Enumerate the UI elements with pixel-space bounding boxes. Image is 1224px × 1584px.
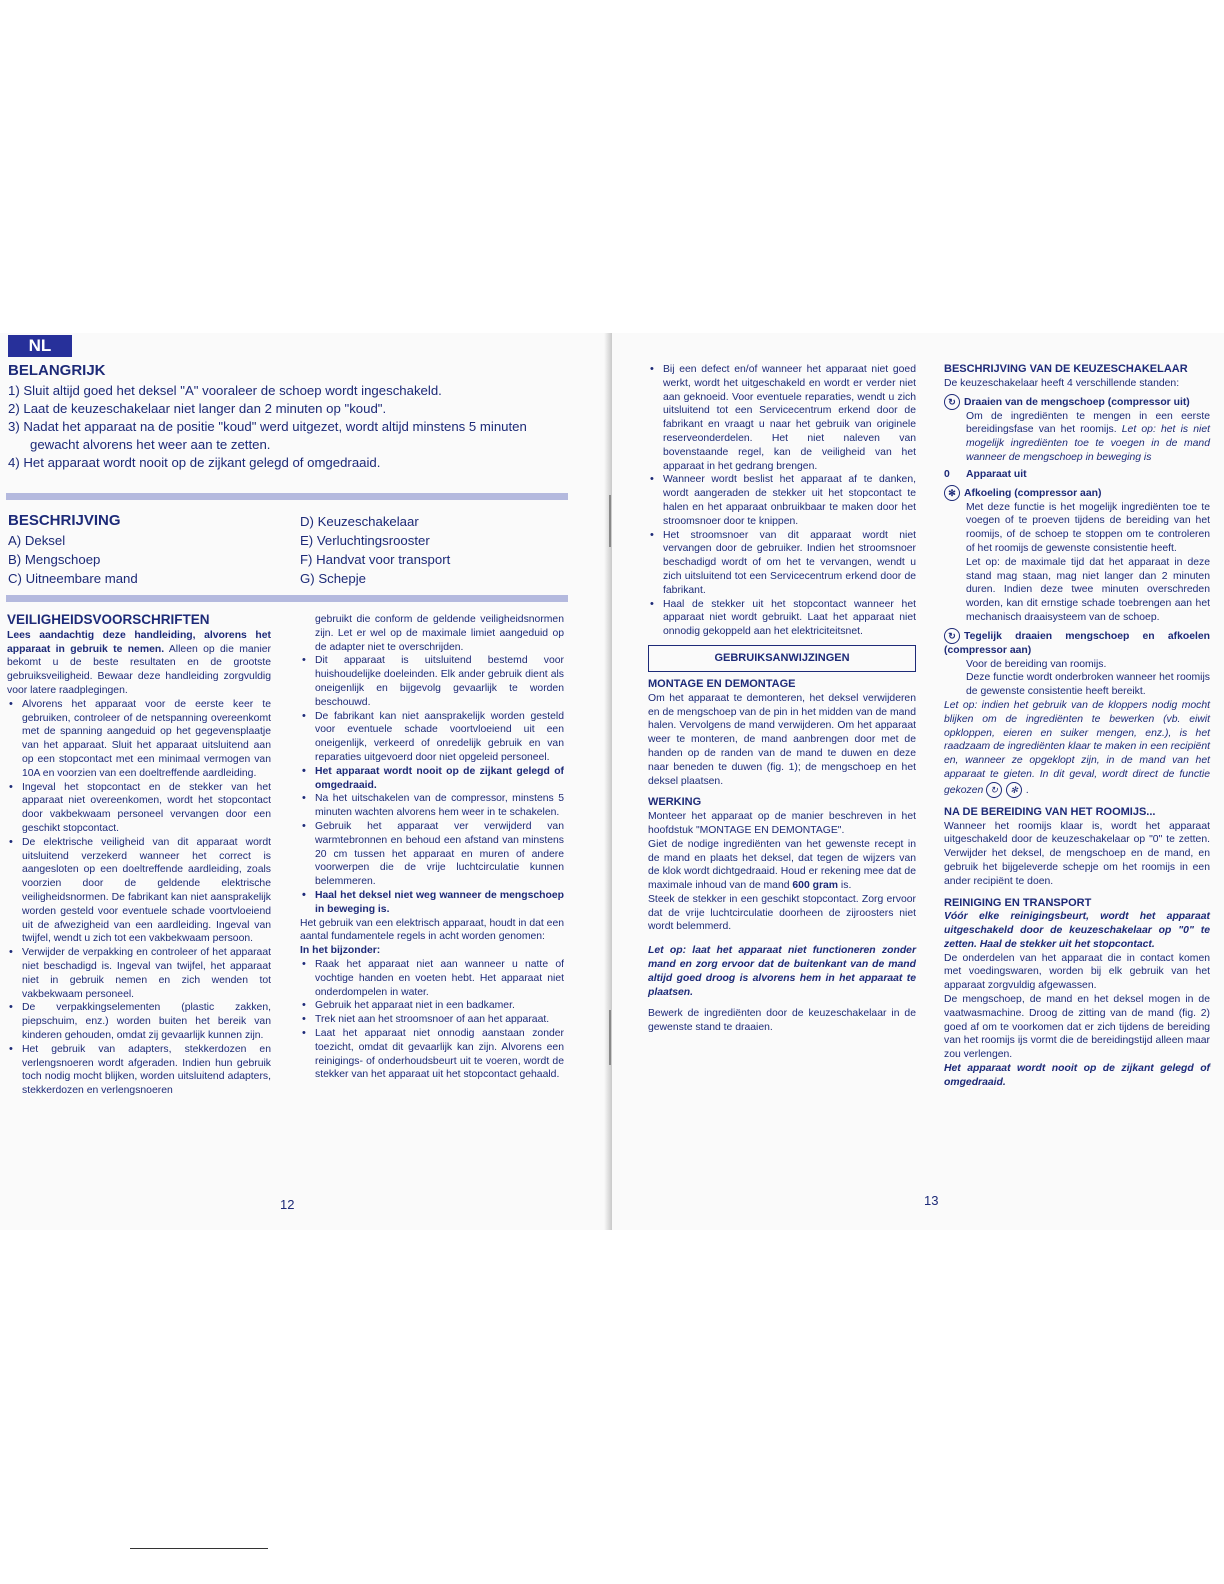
- divider: [6, 595, 568, 602]
- part-label: E) Verluchtingsrooster: [300, 533, 430, 548]
- safety-bullets: [7, 698, 271, 1098]
- mode-text: Voor de bereiding van roomijs.: [966, 658, 1107, 670]
- cleaning-heading: REINIGING EN TRANSPORT: [944, 896, 1092, 909]
- list-item: • Dit apparaat is uitsluitend bestemd voor huishoudelijke doeleinden. Elk ander gebruik dient als oneigenlijk en bijgevolg gevaarlijk te worden beschouwd.: [300, 654, 564, 709]
- list-item: • Bij een defect en/of wanneer het apparaat niet goed werkt, wordt het uitgeschakeld en wordt er verder niet aan geknoeid. Voor eventuele reparaties, wendt u zich uitsluitend tot een Servicecentrum erkend door de fabrikant en vraagt u naar het gebruik van originele reserveonderdelen. Het niet naleven van bovenstaande regel, kan de veiligheid van het apparaat in het gedrang brengen.: [648, 363, 916, 473]
- working-note: Let op: laat het apparaat niet functioneren zonder mand en zorg ervoor dat de buitenkant van de mand altijd goed droog is alvorens hem in het apparaat te plaatsen.: [648, 945, 916, 998]
- important-item: 1) Sluit altijd goed het deksel "A" vooraleer de schoep wordt ingeschakeld.: [8, 383, 442, 398]
- important-item: 2) Laat de keuzeschakelaar niet langer dan 2 minuten op "koud".: [8, 401, 387, 416]
- mode-text: Om de ingrediënten te mengen in een eerste bereidingsfase van het roomijs. Let op: het is niet mogelijk ingrediënten toe te voegen in de mand wanneer de mengschoep in beweging is: [966, 410, 1210, 463]
- working-text: Steek de stekker in een geschikt stopcontact. Zorg ervoor dat de vrije luchtcirculatie doorheen de zijroosters niet wordt belemmerd.: [648, 893, 916, 933]
- section-box-heading: GEBRUIKSANWIJZINGEN: [648, 645, 916, 672]
- list-item: • Het stroomsnoer van dit apparaat wordt niet vervangen door de gebruiker. Indien het stroomsnoer beschadigd wordt of om het te vervangen, wendt u zich uitsluitend tot een Servicecentrum erkend door de fabrikant.: [648, 529, 916, 598]
- page-12: [0, 333, 612, 1230]
- list-item: • Verwijder de verpakking en controleer of het apparaat niet beschadigd is. Ingeval van twijfel, het apparaat niet in gebruik nemen en zich wenden tot vakbekwaam personeel.: [7, 946, 271, 1001]
- cleaning-text: De mengschoep, de mand en het deksel mogen in de vaatwasmachine. Droog de zitting van de mand (fig. 2) goed af om te voorkomen dat er zich tijdens de bereiding van het roomijs ijs vormt die de bereidingstijd alleen maar zou verlengen.: [944, 994, 1210, 1061]
- paragraph: Het gebruik van een elektrisch apparaat, houdt in dat een aantal fundamentele regels in acht worden genomen:: [300, 917, 564, 943]
- working-text: Giet de nodige ingrediënten van het gewenste recept in de mand en plaats het deksel, dat tegen de wijzers van de klok wordt dichtgedraaid. Houd er rekening mee dat de maximale inhoud van de mand 600 gram is.: [648, 838, 916, 892]
- after-heading: NA DE BEREIDING VAN HET ROOMIJS...: [944, 805, 1156, 818]
- part-label: D) Keuzeschakelaar: [300, 514, 419, 529]
- description-list-right: [300, 512, 568, 588]
- list-item: • Alvorens het apparaat voor de eerste keer te gebruiken, controleer of de netspanning overeenkomt met de spanning aangeduid op het gegevensplaatje van het apparaat. Sluit het apparaat uitsluitend aan op een stopcontact met een minimaal vermogen van 10A en voorzien van een doeltreffende aardleiding.: [7, 698, 271, 781]
- instructions-column-2: [944, 363, 1210, 1090]
- list-item: • Gebruik het apparaat niet in een badkamer.: [300, 999, 564, 1013]
- list-item: • Het gebruik van adapters, stekkerdozen en verlengsnoeren wordt afgeraden. Indien hun gebruik toch nodig mocht blijken, worden uitsluitend adapters, stekkerdozen en verlengsnoeren: [7, 1043, 271, 1098]
- continued-text: gebruikt die conform de geldende veiligheidsnormen zijn. Let er wel op de maximale limiet aangeduid op de adapter niet te overschrijden.: [315, 614, 564, 653]
- part-label: C) Uitneembare mand: [8, 571, 138, 586]
- mode-text: Met deze functie is het mogelijk ingrediënten toe te voegen of te proeven tijdens de bereiding van het roomijs, of de schoep te stoppen om te controleren of het roomijs de gewenste consistentie heeft.: [966, 501, 1210, 554]
- mode-title: ↻ Draaien van de mengschoep (compressor uit): [944, 394, 1210, 410]
- safety-heading: VEILIGHEIDSVOORSCHRIFTEN: [7, 612, 210, 627]
- working-text: Monteer het apparaat op de manier beschreven in het hoofdstuk "MONTAGE EN DEMONTAGE".: [648, 811, 916, 836]
- rotate-icon: ↻: [944, 394, 960, 410]
- safety-bullets: [300, 958, 564, 1082]
- list-item: • Wanneer wordt beslist het apparaat af te danken, wordt aangeraden de stekker uit het stopcontact te halen en het apparaat onbruikbaar te maken door het stroomsnoer door te knippen.: [648, 473, 916, 528]
- description-heading: BESCHRIJVING: [8, 512, 121, 529]
- mode-title: 0 Apparaat uit: [944, 468, 1027, 480]
- snowflake-icon: ✻: [1006, 782, 1022, 798]
- page-number: 13: [924, 1193, 939, 1208]
- list-item: • De elektrische veiligheid van dit apparaat wordt uitsluitend verzekerd wanneer het correct is aangesloten op een doeltreffende aardleiding, zoals voorzien door de geldende elektrische veiligheidsnormen. De fabrikant kan niet aansprakelijk worden gesteld voor eventuele schade voortvloeiend uit de afwezigheid van een aardleiding. Ingeval van twijfel, wendt u zich tot een vakbekwaam persoon.: [7, 836, 271, 946]
- list-item: • Laat het apparaat niet onnodig aanstaan zonder toezicht, omdat dit gevaarlijk kan zijn. Alvorens een reinigings- of onderhoudsbeurt uit te voeren, wordt de stekker van het apparaat uit het stopcontact gehaald.: [300, 1027, 564, 1082]
- list-item: • Trek niet aan het stroomsnoer of aan het apparaat.: [300, 1013, 564, 1027]
- list-item: • De verpakkingselementen (plastic zakken, piepschuim, enz.) worden buiten het bereik van kinderen gehouden, omdat zij gevaarlijk kunnen zijn.: [7, 1001, 271, 1042]
- important-heading: BELANGRIJK: [8, 362, 106, 379]
- cleaning-text: De onderdelen van het apparaat die in contact komen met voedingswaren, worden bij elk gebruik van het apparaat zorgvuldig afgewassen.: [944, 952, 1210, 992]
- rotate-icon: ↻: [944, 628, 960, 644]
- part-label: A) Deksel: [8, 533, 66, 548]
- assembly-heading: MONTAGE EN DEMONTAGE: [648, 677, 796, 690]
- language-badge: NL: [8, 335, 72, 357]
- safety-intro: Lees aandachtig deze handleiding, alvorens het apparaat in gebruik te nemen. Alleen op die manier bekomt u de beste resultaten en de grootste gebruiksveiligheid. Bewaar deze handleiding zorgvuldig voor latere raadplegingen.: [7, 629, 271, 696]
- selector-heading: BESCHRIJVING VAN DE KEUZESCHAKELAAR: [944, 363, 1188, 375]
- rotate-icon: ↻: [986, 782, 1002, 798]
- safety-column-1: [7, 613, 271, 1098]
- safety-bullets: [300, 654, 564, 916]
- important-item: 3) Nadat het apparaat na de positie "koud" werd uitgezet, wordt altijd minstens 5 minuten gewacht alvorens het weer aan te zetten.: [8, 419, 527, 452]
- list-item: • De fabrikant kan niet aansprakelijk worden gesteld voor eventuele schade voortvloeiend uit een oneigenlijk, verkeerd of onredelijk gebruik en van reparaties uitgevoerd door niet opgeleid personeel.: [300, 710, 564, 765]
- list-item: • Raak het apparaat niet aan wanneer u natte of vochtige handen en voeten hebt. Het apparaat niet onderdompelen in water.: [300, 958, 564, 999]
- mode-title: ✻ Afkoeling (compressor aan): [944, 485, 1210, 501]
- list-item: • Ingeval het stopcontact en de stekker van het apparaat niet overeenkomen, wordt het stopcontact door vakbekwaam personeel vervangen door een geschikt stopcontact.: [7, 781, 271, 836]
- binding-mark: [609, 1010, 611, 1065]
- mode-note: Let op: de maximale tijd dat het apparaat in deze stand mag staan, mag niet langer dan 2 minuten duren. Indien deze twee minuten overschreden worden, kan dit ernstige schade toebrengen aan het mechanisch draaisysteem van de schoep.: [966, 556, 1210, 623]
- part-label: G) Schepje: [300, 571, 366, 586]
- cleaning-final-warning: Het apparaat wordt nooit op de zijkant gelegd of omgedraaid.: [944, 1063, 1210, 1088]
- cleaning-warning: Vóór elke reinigingsbeurt, wordt het apparaat uitgeschakeld door de keuzeschakelaar op "0" te zetten. Haal de stekker uit het stopcontact.: [944, 911, 1210, 950]
- booklet-spread: [0, 333, 1224, 1230]
- list-item: • Na het uitschakelen van de compressor, minstens 5 minuten wachten alvorens hem weer in te schakelen.: [300, 792, 564, 820]
- binding-mark: [609, 495, 611, 547]
- working-heading: WERKING: [648, 796, 702, 809]
- mode-note: Let op: indien het gebruik van de kloppers nodig mocht blijken om de ingrediënten te bewerken (vb. eiwit opkloppen, eieren en suiker mengen, enz.), is het raadzaam de ingrediënten klaar te maken in een recipiënt en, wanneer ze opgeklopt zijn, in de mand van het apparaat te gieten. In dit geval, wordt direct de functie gekozen ↻ ✻ .: [944, 699, 1210, 798]
- selector-intro: De keuzeschakelaar heeft 4 verschillende standen:: [944, 377, 1180, 389]
- mode-title: ↻ Tegelijk draaien mengschoep en afkoelen (compressor aan): [944, 628, 1210, 658]
- list-item: • Gebruik het apparaat ver verwijderd van warmtebronnen en behoud een afstand van minstens 20 cm tussen het apparaat en muren of andere voorwerpen die de vrije luchtcirculatie kunnen belemmeren.: [300, 820, 564, 889]
- mode-text: Deze functie wordt onderbroken wanneer het roomijs de gewenste consistentie heeft bereikt.: [966, 672, 1210, 698]
- working-text: Bewerk de ingrediënten door de keuzeschakelaar in de gewenste stand te draaien.: [648, 1008, 916, 1034]
- bottom-line: [130, 1548, 268, 1549]
- description-list-left: [8, 531, 288, 588]
- page-13: [612, 333, 1224, 1230]
- page-number: 12: [280, 1197, 295, 1212]
- important-list: [8, 382, 568, 472]
- list-item: • Haal het deksel niet weg wanneer de mengschoep in beweging is.: [300, 889, 564, 917]
- part-label: F) Handvat voor transport: [300, 552, 451, 567]
- safety-bullets: [648, 363, 916, 639]
- snowflake-icon: ✻: [944, 485, 960, 501]
- safety-column-2: [300, 613, 564, 1082]
- paragraph-bold: In het bijzonder:: [300, 945, 381, 957]
- part-label: B) Mengschoep: [8, 552, 101, 567]
- instructions-column-1: [648, 363, 916, 1035]
- important-item: 4) Het apparaat wordt nooit op de zijkant gelegd of omgedraaid.: [8, 455, 381, 470]
- assembly-text: Om het apparaat te demonteren, het deksel verwijderen en de mengschoep van de pin in het midden van de mand halen. Vervolgens de mand verwijderen. Om het apparaat weer te monteren, de mand aanbrengen door met de handen op de randen van de mand te duwen en deze naar beneden te duwen (fig. 1); de mengschoep en het deksel plaatsen.: [648, 692, 916, 787]
- divider: [6, 493, 568, 500]
- after-text: Wanneer het roomijs klaar is, wordt het apparaat uitgeschakeld door de keuzeschakelaar op "0" te zetten. Verwijder het deksel, de mengschoep en de mand, en gebruik het bijgeleverde schepje om het roomijs in een ander recipiënt te doen.: [944, 820, 1210, 887]
- list-item: • Haal de stekker uit het stopcontact wanneer het apparaat niet wordt gebruikt. Laat het apparaat niet onnodig gekoppeld aan het elektriciteitsnet.: [648, 598, 916, 639]
- list-item: • Het apparaat wordt nooit op de zijkant gelegd of omgedraaid.: [300, 765, 564, 793]
